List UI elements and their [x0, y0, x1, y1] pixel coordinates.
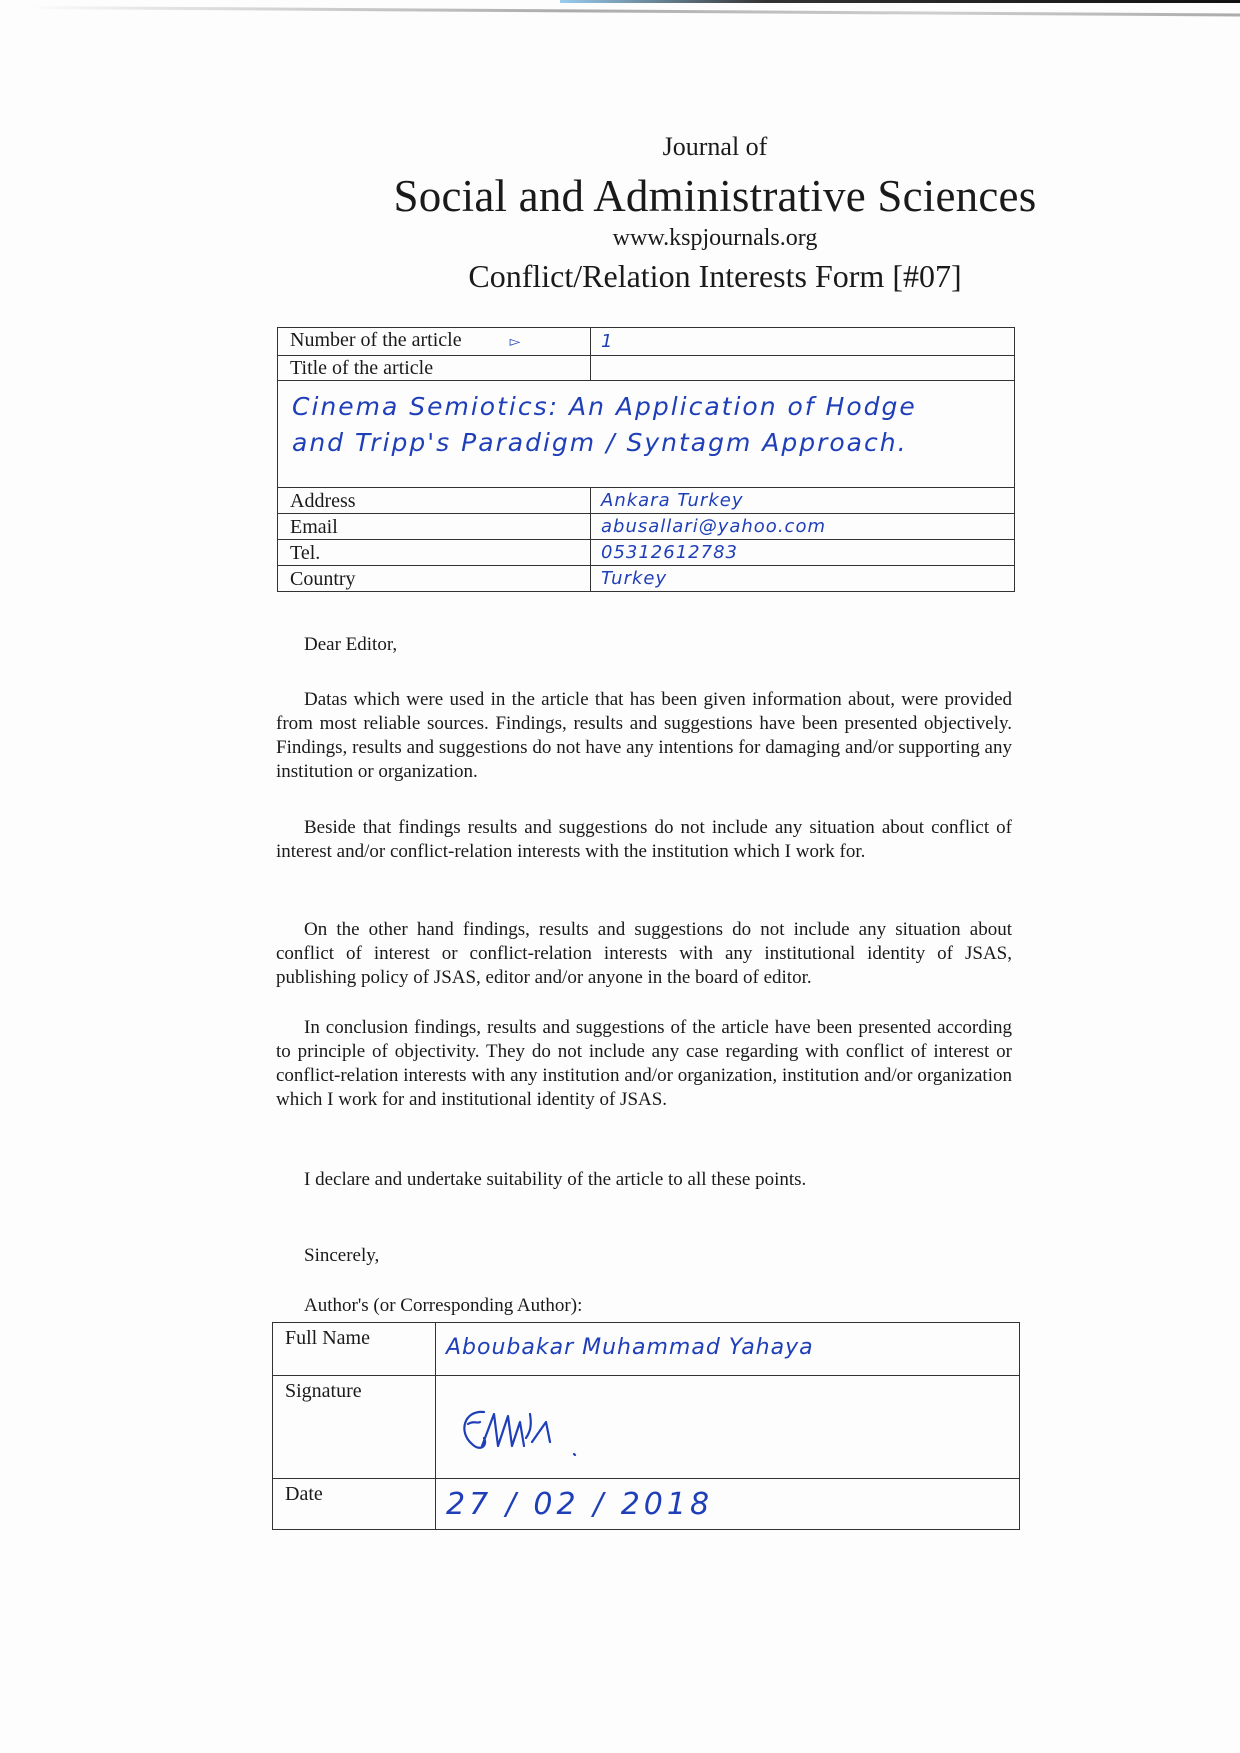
article-number-field[interactable] — [591, 328, 1015, 356]
date-field[interactable] — [436, 1479, 1020, 1530]
journal-of-label: Journal of — [662, 132, 768, 161]
journal-title: Social and Administrative Sciences — [393, 171, 1037, 221]
paragraph-text: On the other hand findings, results and suggestions do not include any situation about conflict of interest or conflict-relation interests with any institutional identity of JSAS, publishing policy of JSAS, editor and/or anyone in the board of editor. — [276, 919, 1012, 988]
signature-scribble-icon — [454, 1402, 604, 1464]
article-number-label — [278, 328, 591, 356]
article-title-line-1: Cinema Semiotics: An Application of Hodge — [292, 392, 917, 421]
paragraph-text: I declare and undertake suitability of the article to all these points. — [304, 1169, 807, 1190]
full-name-value: Aboubakar Muhammad Yahaya — [446, 1335, 814, 1360]
signature-field[interactable] — [436, 1376, 1020, 1479]
row-article-title-label — [278, 356, 1015, 381]
row-date — [273, 1479, 1020, 1530]
salutation: Dear Editor, — [304, 634, 398, 655]
date-value: 27 / 02 / 2018 — [446, 1487, 714, 1522]
row-address — [278, 488, 1015, 514]
date-label: Date — [273, 1479, 436, 1530]
journal-website: www.kspjournals.org — [612, 225, 818, 251]
author-heading-text: Author's (or Corresponding Author): — [304, 1295, 583, 1316]
email-field[interactable] — [591, 514, 1015, 540]
email-value: abusallari@yahoo.com — [601, 516, 826, 537]
scan-artifact-edge — [20, 6, 1240, 16]
row-signature — [273, 1376, 1020, 1479]
row-country — [278, 566, 1015, 592]
address-field[interactable] — [591, 488, 1015, 514]
row-full-name — [273, 1323, 1020, 1376]
tel-field[interactable] — [591, 540, 1015, 566]
author-heading — [276, 1294, 1012, 1318]
letter-paragraph-5 — [276, 1168, 1012, 1192]
paragraph-text: Beside that findings results and suggestions do not include any situation about conflict of interest and/or conflict-relation interests with the institution which I work for. — [276, 817, 1012, 862]
row-article-title-value — [278, 381, 1015, 488]
article-title-label-blank — [591, 356, 1015, 381]
country-field[interactable] — [591, 566, 1015, 592]
scan-artifact-top — [560, 0, 1240, 3]
article-number-value: 1 — [601, 331, 614, 352]
article-title-label: Title of the article — [278, 356, 591, 381]
address-label: Address — [278, 488, 591, 514]
closing — [276, 1244, 1012, 1268]
letter-paragraph-2 — [276, 816, 1012, 864]
article-number-label-text: Number of the article — [290, 329, 462, 351]
full-name-label: Full Name — [273, 1323, 436, 1376]
row-tel — [278, 540, 1015, 566]
letter-paragraph-3 — [276, 918, 1012, 990]
row-email — [278, 514, 1015, 540]
form-title: Conflict/Relation Interests Form [#07] — [468, 258, 962, 294]
country-label: Country — [278, 566, 591, 592]
country-value: Turkey — [601, 568, 668, 589]
article-title-line-2: and Tripp's Paradigm / Syntagm Approach. — [292, 428, 908, 457]
full-name-field[interactable] — [436, 1323, 1020, 1376]
signature-label: Signature — [273, 1376, 436, 1479]
article-title-field[interactable] — [278, 381, 1015, 488]
tel-value: 05312612783 — [601, 542, 738, 563]
tel-label: Tel. — [278, 540, 591, 566]
paragraph-text: In conclusion findings, results and suggestions of the article have been presented according to principle of objectivity. They do not include any case regarding with conflict of interest or conflict-relation interests with any institution and/or organization, institution and/or organization which I work for and institutional identity of JSAS. — [276, 1017, 1012, 1110]
letter-paragraph-4 — [276, 1016, 1012, 1112]
row-article-number — [278, 328, 1015, 356]
letter-paragraph-1 — [276, 688, 1012, 784]
closing-text: Sincerely, — [304, 1245, 380, 1266]
email-label: Email — [278, 514, 591, 540]
author-table — [272, 1322, 1020, 1530]
article-info-table — [277, 327, 1015, 592]
pen-mark: ▻ — [509, 335, 521, 350]
address-value: Ankara Turkey — [601, 490, 744, 511]
paragraph-text: Datas which were used in the article that has been given information about, were provided from most reliable sources. Findings, results and suggestions have been presented objectively. Findings, results and suggestions do not have any intentions for damaging and/or supporting any institution or organization. — [276, 689, 1012, 782]
